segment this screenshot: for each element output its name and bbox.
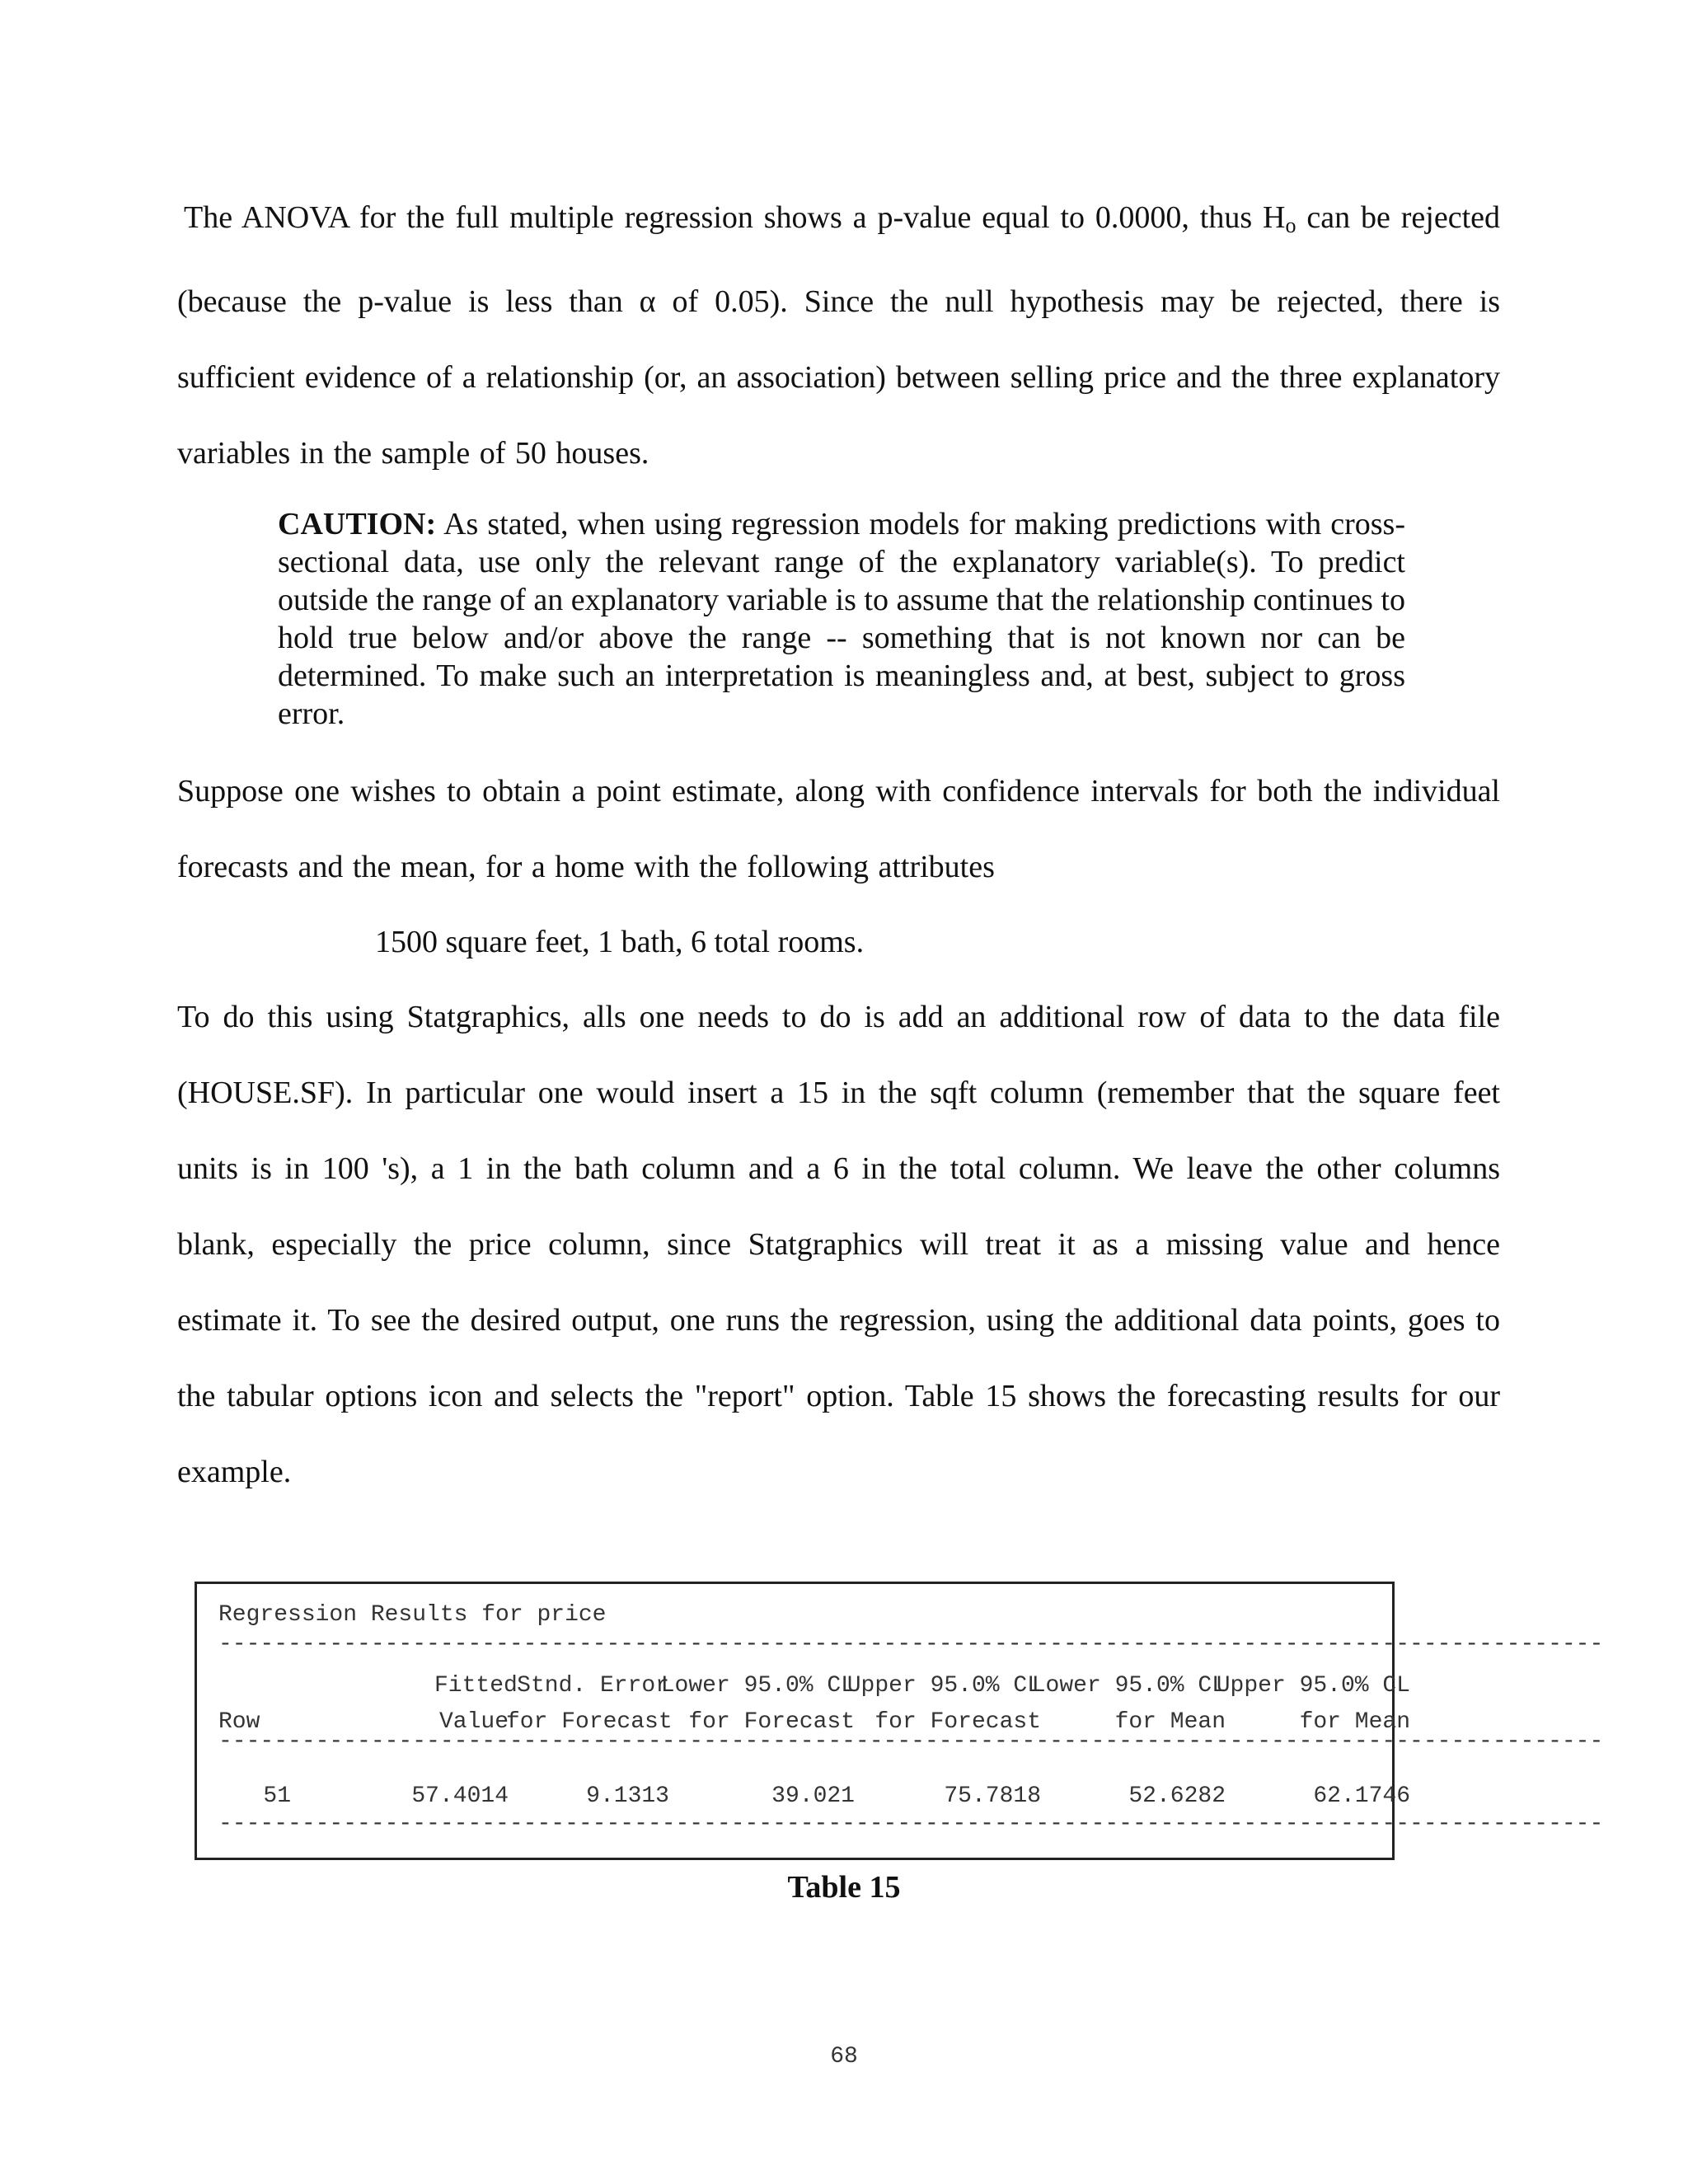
paragraph-text: can be rejected (because the p-value is less than: [177, 200, 1500, 319]
cell-upper-mean: 62.1746: [1313, 1783, 1410, 1809]
caution-label: CAUTION:: [278, 507, 437, 541]
header-lower-mean: Lower 95.0% CL: [1031, 1673, 1226, 1699]
paragraph-anova: [177, 180, 1500, 491]
alpha-symbol: α: [639, 284, 656, 319]
regression-output-box: [195, 1582, 1604, 1860]
caution-text: As stated, when using regression models for making predictions with cross-sectional data, use only the relevant range of the explanatory variable(s). To predict outside the range of an explanatory variable is to assume that the relationship continues to hold true below and/or above the range -- something that is not known nor can be determined. To make such an interpretation is meaningless and, at best, subject to gross error.: [278, 507, 1405, 731]
cell-fitted-value: 57.4014: [411, 1783, 509, 1809]
attributes-line: 1500 square feet, 1 bath, 6 total rooms.: [375, 925, 865, 959]
caution-block: [278, 505, 1405, 733]
cell-upper-forecast: 75.7818: [944, 1783, 1041, 1809]
header-fitted: Fitted: [434, 1673, 518, 1699]
page-number: 68: [830, 2044, 858, 2069]
divider-line: ----------------------------------------------------------------------------------------------------: [218, 1632, 1604, 1657]
header-for-forecast: for Forecast: [506, 1709, 673, 1735]
header-upper-forecast: Upper 95.0% CL: [846, 1673, 1041, 1699]
header-for-forecast: for Forecast: [874, 1709, 1041, 1735]
header-stnd-error: Stnd. Error: [517, 1673, 669, 1699]
cell-lower-mean: 52.6282: [1128, 1783, 1226, 1809]
cell-stnd-error: 9.1313: [586, 1783, 669, 1809]
header-value: Value: [438, 1709, 509, 1735]
header-upper-mean: Upper 95.0% CL: [1216, 1673, 1410, 1699]
cell-lower-forecast: 39.021: [771, 1783, 855, 1809]
paragraph-text: of 0.05). Since the null hypothesis may be rejected, there is sufficient evidence of a relationship (or, an association) between selling price and the three explanatory variables in the sample of 50 houses.: [177, 284, 1500, 471]
subscript: o: [1285, 213, 1296, 237]
divider-line: ----------------------------------------------------------------------------------------------------: [218, 1811, 1604, 1837]
output-title: Regression Results for price: [218, 1602, 607, 1628]
divider-line: ----------------------------------------------------------------------------------------------------: [218, 1729, 1604, 1755]
header-row: Row: [218, 1709, 260, 1735]
cell-row: 51: [263, 1783, 291, 1809]
paragraph-text: The ANOVA for the full multiple regression shows a p-value equal to 0.0000, thus H: [184, 200, 1286, 235]
header-for-mean: for Mean: [1299, 1709, 1410, 1735]
header-for-mean: for Mean: [1114, 1709, 1226, 1735]
paragraph-statgraphics: To do this using Statgraphics, alls one needs to do is add an additional row of data to the data file (HOUSE.SF). In particular one would insert a 15 in the sqft column (remember that the square feet units is in 100 's), a 1 in the bath column and a 6 in the total column. We leave the other columns blank, especially the price column, since Statgraphics will treat it as a missing value and hence estimate it. To see the desired output, one runs the regression, using the additional data points, goes to the tabular options icon and selects the "report" option. Table 15 shows the forecasting results for our example.: [177, 1000, 1500, 1489]
header-for-forecast: for Forecast: [688, 1709, 855, 1735]
table-caption: Table 15: [787, 1870, 901, 1905]
header-lower-forecast: Lower 95.0% CL: [660, 1673, 855, 1699]
paragraph-point-estimate: Suppose one wishes to obtain a point estimate, along with confidence intervals for both the individual forecasts and the mean, for a home with the following attributes: [177, 774, 1500, 884]
